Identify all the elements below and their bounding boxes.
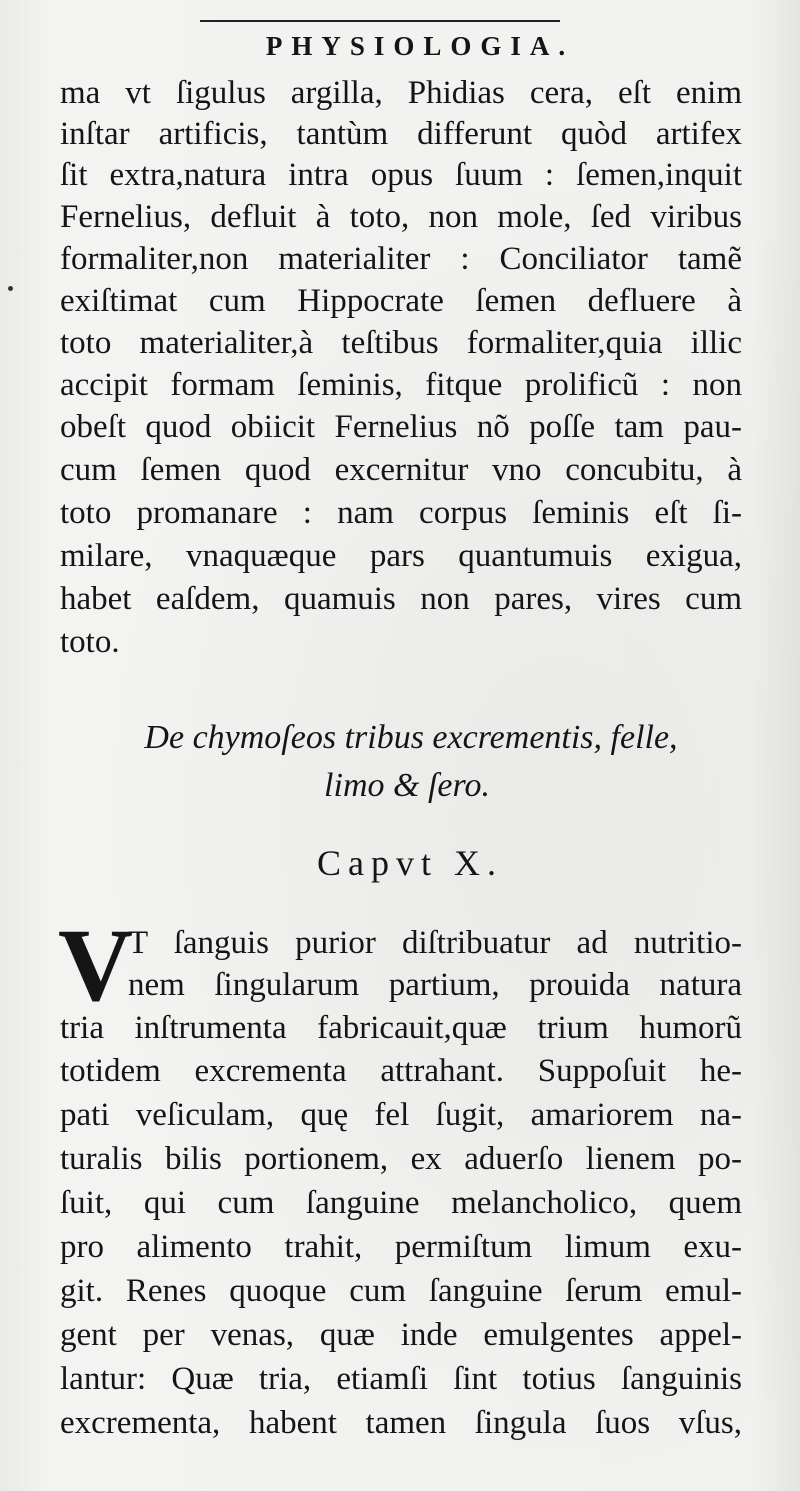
section-subheading: limo & ſero. bbox=[324, 767, 490, 804]
text-line: git. Renes quoque cum ſanguine ſerum emul- bbox=[60, 1273, 742, 1309]
text-line: obeſt quod obiicit Fernelius nõ poſſe tam pau- bbox=[60, 409, 742, 445]
text-line: lantur: Quæ tria, etiamſi ſint totius ſanguinis bbox=[60, 1361, 742, 1397]
text-line: toto. bbox=[60, 624, 120, 660]
running-head: PHYSIOLOGIA. bbox=[265, 31, 575, 61]
text-line: ma vt ſigulus argilla, Phidias cera, eſt enim bbox=[60, 75, 742, 111]
text-line: toto promanare : nam corpus ſeminis eſt ſi- bbox=[60, 495, 742, 531]
text-line: milare, vnaquæque pars quantumuis exigua, bbox=[60, 538, 742, 574]
section-subheading: De chymoſeos tribus excrementis, felle, bbox=[144, 719, 678, 756]
text-line: turalis bilis portionem, ex aduerſo lienem po- bbox=[60, 1141, 742, 1177]
text-line: habet eaſdem, quamuis non pares, vires cum bbox=[60, 581, 742, 617]
text-line: pati veſiculam, quę fel ſugit, amariorem na- bbox=[60, 1097, 742, 1133]
text-line: totidem excrementa attrahant. Suppoſuit he- bbox=[60, 1053, 742, 1089]
text-line: Fernelius, defluit à toto, non mole, ſed viribus bbox=[60, 199, 742, 235]
text-line: nem ſingularum partium, prouida natura bbox=[128, 967, 742, 1003]
text-line: ſuit, qui cum ſanguine melancholico, quem bbox=[60, 1185, 742, 1221]
text-line: pro alimento trahit, permiſtum limum exu- bbox=[60, 1229, 742, 1265]
text-line: gent per venas, quæ inde emulgentes appel- bbox=[60, 1317, 742, 1353]
header-rule bbox=[200, 20, 560, 22]
text-line: formaliter,non materialiter : Conciliator tamẽ bbox=[60, 241, 742, 277]
text-line: T ſanguis purior diſtribuatur ad nutritio- bbox=[128, 925, 742, 961]
text-line: toto materialiter,à teſtibus formaliter,quia illic bbox=[60, 325, 742, 361]
text-line: tria inſtrumenta fabricauit,quæ trium humorũ bbox=[60, 1010, 742, 1046]
chapter-title: Capvt X. bbox=[317, 843, 503, 883]
text-line: ſit extra,natura intra opus ſuum : ſemen,inquit bbox=[60, 157, 742, 193]
text-line: cum ſemen quod excernitur vno concubitu, à bbox=[60, 452, 742, 488]
text-line: exiſtimat cum Hippocrate ſemen defluere à bbox=[60, 283, 742, 319]
text-line: excrementa, habent tamen ſingula ſuos vſus, bbox=[60, 1405, 742, 1441]
text-line: inſtar artificis, tantùm differunt quòd artifex bbox=[60, 116, 742, 152]
drop-cap: V bbox=[58, 908, 134, 1023]
text-line: accipit formam ſeminis, fitque prolificũ : non bbox=[60, 367, 742, 403]
margin-mark bbox=[8, 286, 13, 291]
